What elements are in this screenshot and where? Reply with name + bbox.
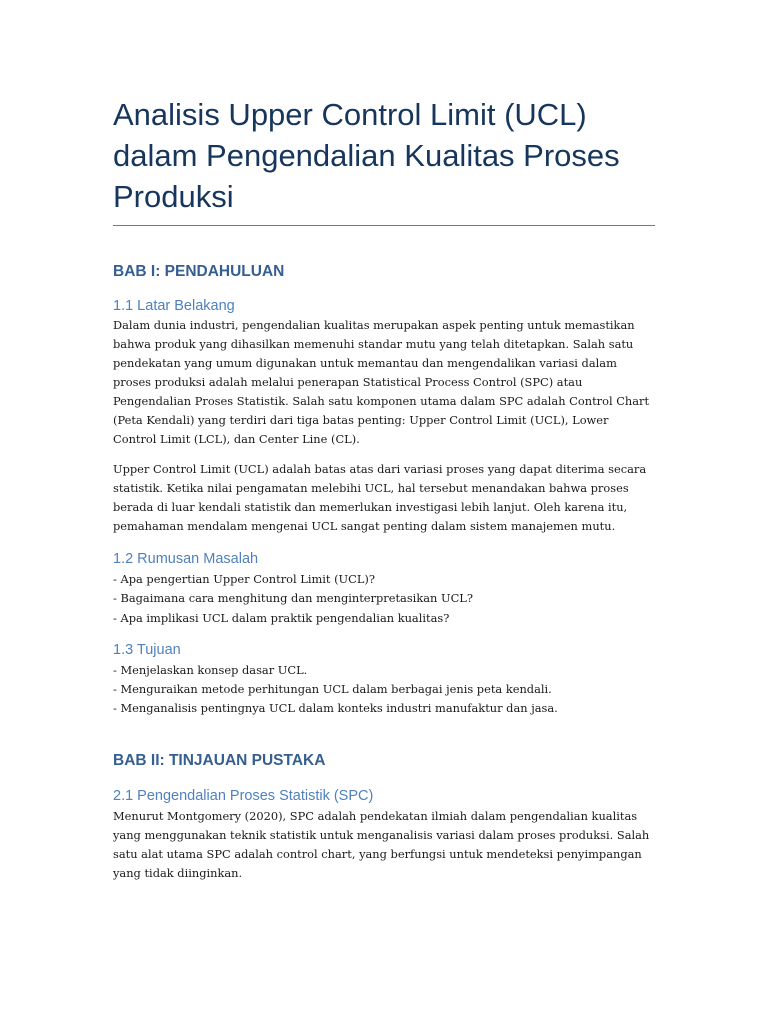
paragraph-latar-belakang-1: Dalam dunia industri, pengendalian kualitas merupakan aspek penting untuk memastikan bahwa produk yang dihasilkan memenuhi standar mutu yang telah ditetapkan. Salah satu pendekatan yang umum digunakan untuk memantau dan mengendalikan variasi dalam proses produksi adalah melalui penerapan Statistical Process Control (SPC) atau Pengendalian Proses Statistik. Salah satu komponen utama dalam SPC adalah Control Chart (Peta Kendali) yang terdiri dari tiga batas penting: Upper Control Limit (UCL), Lower Control Limit (LCL), dan Center Line (CL). xyxy=(113,318,650,446)
page-title: Analisis Upper Control Limit (UCL) dalam Pengendalian Kualitas Proses Produksi xyxy=(113,94,655,226)
chapter-heading-bab1: BAB I: PENDAHULUAN xyxy=(113,263,285,280)
list-item: - Menjelaskan konsep dasar UCL. xyxy=(113,662,308,677)
list-tujuan xyxy=(113,661,655,719)
list-rumusan-masalah xyxy=(113,570,655,628)
section-heading-1-3: 1.3 Tujuan xyxy=(113,641,181,658)
list-item: - Menguraikan metode perhitungan UCL dalam berbagai jenis peta kendali. xyxy=(113,682,552,697)
paragraph-spc: Menurut Montgomery (2020), SPC adalah pendekatan ilmiah dalam pengendalian kualitas yang menggunakan teknik statistik untuk menganalisis variasi dalam proses produksi. Salah satu alat utama SPC adalah control chart, yang berfungsi untuk mendeteksi penyimpangan yang tidak diinginkan. xyxy=(113,808,650,880)
paragraph-latar-belakang-2: Upper Control Limit (UCL) adalah batas atas dari variasi proses yang dapat diterima secara statistik. Ketika nilai pengamatan melebihi UCL, hal tersebut menandakan bahwa proses berada di luar kendali statistik dan memerlukan investigasi lebih lanjut. Oleh karena itu, pemahaman mendalam mengenai UCL sangat penting dalam sistem manajemen mutu. xyxy=(113,462,647,533)
section-heading-1-1: 1.1 Latar Belakang xyxy=(113,298,235,314)
list-item: - Apa pengertian Upper Control Limit (UCL)? xyxy=(113,572,375,586)
document-page xyxy=(113,94,655,883)
section-heading-2-1: 2.1 Pengendalian Proses Statistik (SPC) xyxy=(113,787,374,804)
list-item: - Menganalisis pentingnya UCL dalam konteks industri manufaktur dan jasa. xyxy=(113,701,558,716)
chapter-heading-bab2: BAB II: TINJAUAN PUSTAKA xyxy=(113,751,326,769)
list-item: - Bagaimana cara menghitung dan menginterpretasikan UCL? xyxy=(113,591,473,606)
section-heading-1-2: 1.2 Rumusan Masalah xyxy=(113,551,259,567)
list-item: - Apa implikasi UCL dalam praktik pengendalian kualitas? xyxy=(113,610,450,625)
